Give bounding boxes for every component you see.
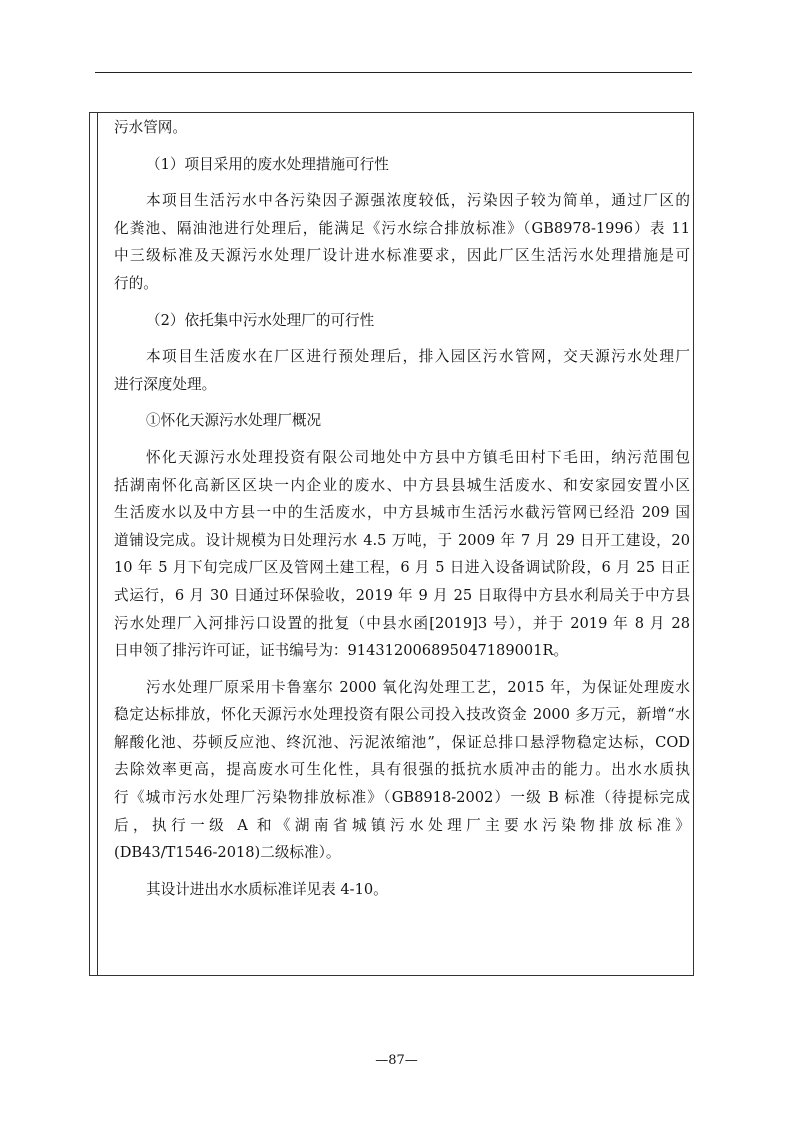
paragraph-gap xyxy=(114,867,690,876)
text-line: ①怀化天源污水处理厂概况 xyxy=(146,412,322,430)
text-line: 后，执行一级 A 和《湖南省城镇污水处理厂主要水污染物排放标准》 xyxy=(114,816,690,834)
text-line: 化粪池、隔油池进行处理后，能满足《污水综合排放标准》（GB8978-1996）表 11 xyxy=(114,219,690,237)
page-number: —87— xyxy=(375,1053,418,1068)
text-line: 怀化天源污水处理投资有限公司地处中方县中方镇毛田村下毛田，纳污范围包 xyxy=(146,448,690,466)
text-line: 污水处理厂入河排污口设置的批复（中县水函[2019]3 号），并于 2019 年 8 月 28 xyxy=(114,614,690,632)
text-line: （1）项目采用的废水处理措施可行性 xyxy=(146,155,389,173)
text-line: 10 年 5 月下旬完成厂区及管网土建工程，6 月 5 日进入设备调试阶段，6 月 25 日正 xyxy=(114,559,690,577)
text-line: 污水管网。 xyxy=(114,119,187,136)
paragraph-gap xyxy=(114,334,690,343)
text-line: 行的。 xyxy=(114,274,158,292)
header-rule xyxy=(95,72,692,73)
text-line: 污水处理厂原采用卡鲁塞尔 2000 氧化沟处理工艺，2015 年，为保证处理废水 xyxy=(146,678,690,696)
text-line: 式运行，6 月 30 日通过环保验收，2019 年 9 月 25 日取得中方县水利局关于中方县 xyxy=(114,586,690,604)
text-line: (DB43/T1546-2018)二级标准）。 xyxy=(114,844,341,862)
paragraph-gap xyxy=(114,435,690,444)
frame-left-column-line xyxy=(97,112,98,976)
text-line: 解酸化池、芬顿反应池、终沉池、污泥浓缩池”，保证总排口悬浮物稳定达标，COD xyxy=(114,733,690,751)
text-line: 本项目生活污水中各污染因子源强浓度较低，污染因子较为简单，通过厂区的 xyxy=(146,192,690,210)
text-line: 稳定达标排放，怀化天源污水处理投资有限公司投入技改资金 2000 多万元，新增“水 xyxy=(114,706,690,724)
paragraph-gap xyxy=(114,298,690,307)
body-text xyxy=(114,114,690,903)
text-line: 其设计进出水水质标准详见表 4-10。 xyxy=(146,880,388,898)
text-line: 日申领了排污许可证，证书编号为：914312006895047189001R。 xyxy=(114,642,569,660)
text-line: 中三级标准及天源污水处理厂设计进水标准要求，因此厂区生活污水处理措施是可 xyxy=(114,247,690,265)
text-line: 道铺设完成。设计规模为日处理污水 4.5 万吨，于 2009 年 7 月 29 日开工建设，20 xyxy=(114,531,690,549)
text-line: 行《城市污水处理厂污染物排放标准》（GB8918-2002）一级 B 标准（待提标完成 xyxy=(114,789,690,807)
paragraph-gap xyxy=(114,665,690,674)
text-line: 括湖南怀化高新区区块一内企业的废水、中方县县城生活废水、和安家园安置小区 xyxy=(114,476,690,494)
text-line: （2）依托集中污水处理厂的可行性 xyxy=(146,311,375,329)
text-line: 进行深度处理。 xyxy=(114,375,217,393)
text-line: 生活废水以及中方县一中的生活废水，中方县城市生活污水截污管网已经沿 209 国 xyxy=(114,504,690,522)
paragraph-gap xyxy=(114,398,690,407)
text-line: 本项目生活废水在厂区进行预处理后，排入园区污水管网，交天源污水处理厂 xyxy=(146,348,690,366)
text-line: 去除效率更高，提高废水可生化性，具有很强的抵抗水质冲击的能力。出水水质执 xyxy=(114,761,690,779)
paragraph-gap xyxy=(114,142,690,151)
paragraph-gap xyxy=(114,178,690,187)
